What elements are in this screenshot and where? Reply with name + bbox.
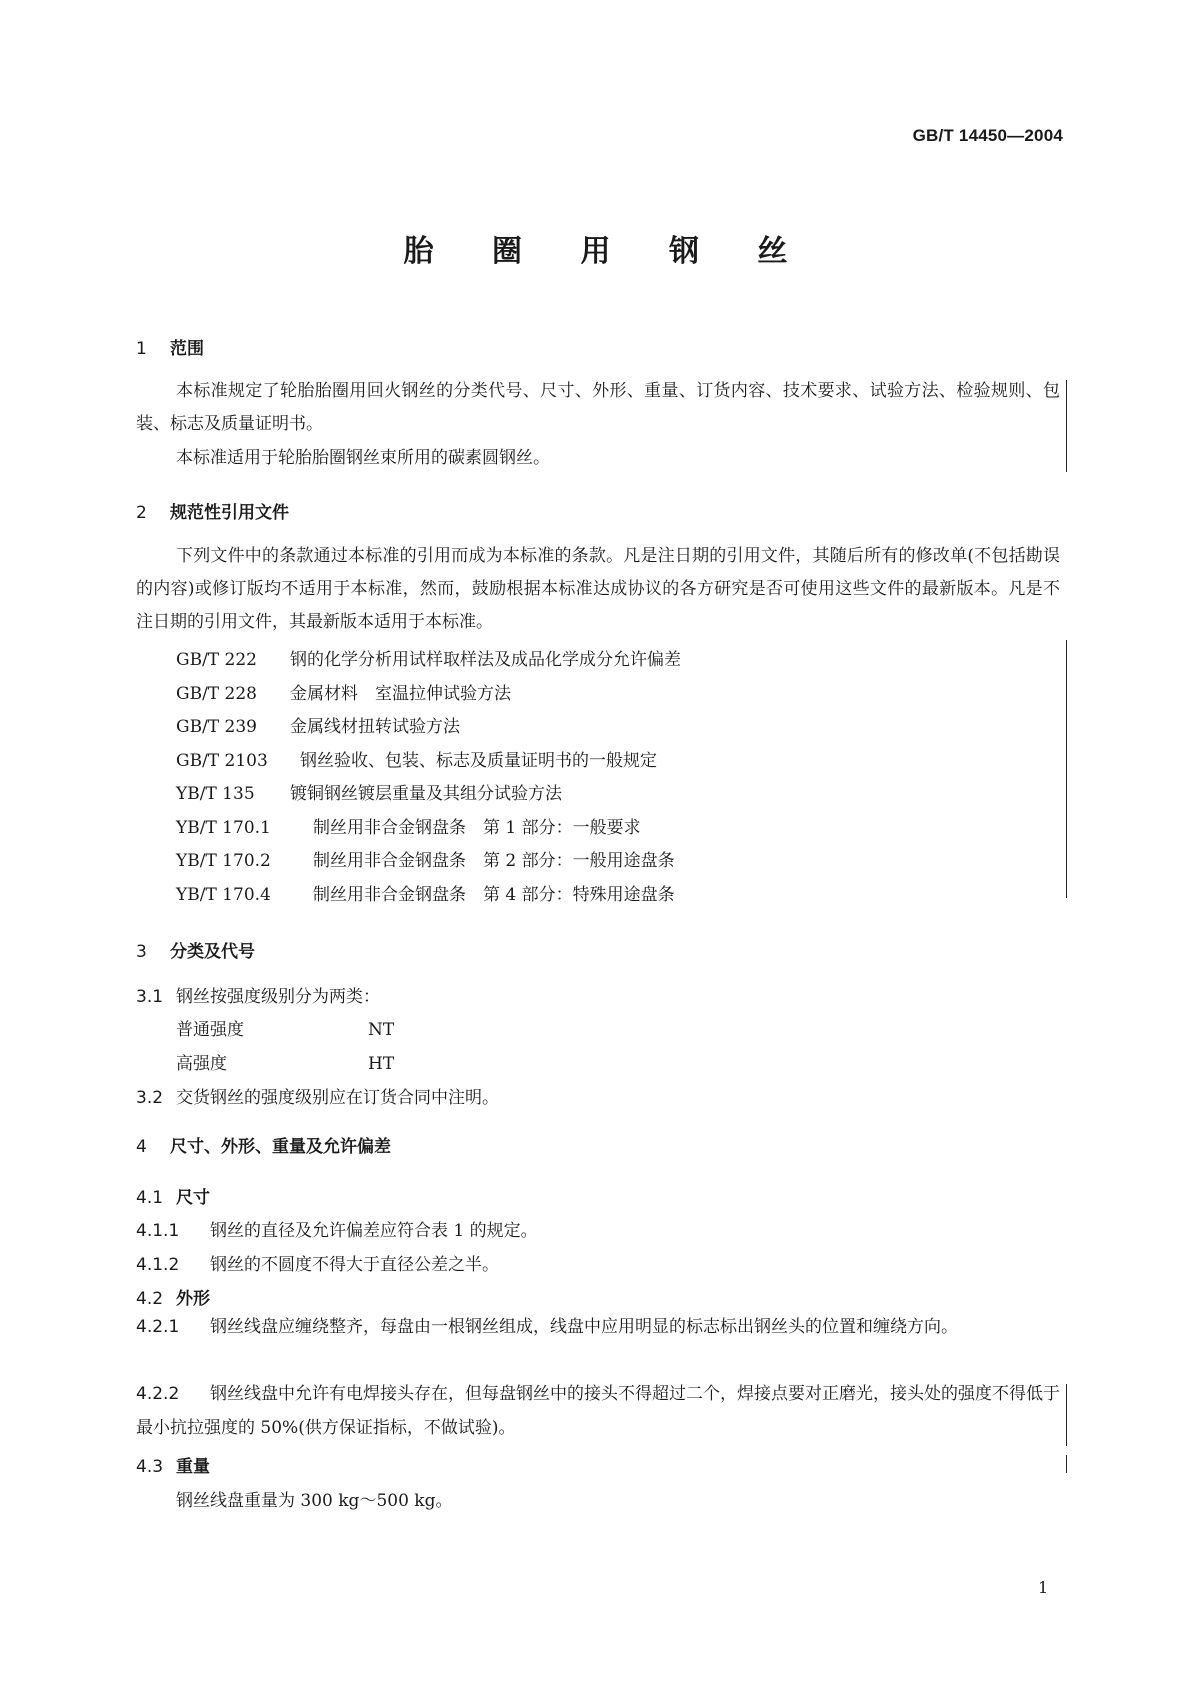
reference-item xyxy=(176,645,681,670)
clause-text: 钢丝的不圆度不得大于直径公差之半。 xyxy=(210,1255,499,1275)
section-title: 范围 xyxy=(170,339,204,359)
reference-item xyxy=(176,679,511,704)
reference-code: GB/T 2103 xyxy=(176,751,268,771)
standard-code: GB/T 14450—2004 xyxy=(912,126,1063,145)
clause-number: 4.2.1 xyxy=(136,1317,180,1337)
clause-3-2 xyxy=(136,1083,499,1108)
section-3-heading xyxy=(136,937,255,962)
class-row xyxy=(176,1015,394,1040)
clause-text: 钢丝按强度级别分为两类： xyxy=(176,987,380,1007)
reference-title: 金属线材扭转试验方法 xyxy=(290,717,460,737)
section-number: 3 xyxy=(136,942,147,962)
clause-text: 钢丝线盘应缠绕整齐，每盘由一根钢丝组成，线盘中应用明显的标志标出钢丝头的位置和缠绕方向。 xyxy=(210,1317,958,1337)
clause-number: 4.1 xyxy=(136,1188,164,1208)
reference-title: 钢的化学分析用试样取样法及成品化学成分允许偏差 xyxy=(290,650,681,670)
reference-title: 镀铜钢丝镀层重量及其组分试验方法 xyxy=(290,784,562,804)
reference-title: 制丝用非合金钢盘条 第 4 部分：特殊用途盘条 xyxy=(313,885,675,905)
section-title: 分类及代号 xyxy=(170,942,255,962)
clause-text: 钢丝的直径及允许偏差应符合表 1 的规定。 xyxy=(210,1221,538,1241)
clause-4-3-heading xyxy=(136,1452,210,1477)
clause-4-1-heading xyxy=(136,1183,210,1208)
reference-item xyxy=(176,880,675,905)
change-bar xyxy=(1066,380,1067,472)
reference-title: 金属材料 室温拉伸试验方法 xyxy=(290,684,511,704)
clause-text: 交货钢丝的强度级别应在订货合同中注明。 xyxy=(176,1088,499,1108)
clause-number: 3.2 xyxy=(136,1088,164,1108)
section-title: 规范性引用文件 xyxy=(170,503,289,523)
clause-title: 尺寸 xyxy=(176,1188,210,1208)
section-1-paragraph-1: 本标准规定了轮胎胎圈用回火钢丝的分类代号、尺寸、外形、重量、订货内容、技术要求、试验方法、检验规则、包装、标志及质量证明书。 xyxy=(136,381,1060,434)
class-code: HT xyxy=(368,1054,395,1074)
section-2-paragraph: 下列文件中的条款通过本标准的引用而成为本标准的条款。凡是注日期的引用文件，其随后所有的修改单(不包括勘误的内容)或修订版均不适用于本标准，然而，鼓励根据本标准达成协议的各方研究是否可使用这些文件的最新版本。凡是不注日期的引用文件，其最新版本适用于本标准。 xyxy=(136,546,1060,632)
clause-4-3-text: 钢丝线盘重量为 300 kg～500 kg。 xyxy=(176,1491,453,1511)
clause-number: 4.3 xyxy=(136,1457,164,1477)
section-number: 4 xyxy=(136,1137,147,1157)
section-1-paragraph-2: 本标准适用于轮胎胎圈钢丝束所用的碳素圆钢丝。 xyxy=(176,448,550,468)
reference-item xyxy=(176,813,641,838)
class-row xyxy=(176,1049,394,1074)
reference-item xyxy=(176,846,675,871)
class-code: NT xyxy=(368,1020,395,1040)
section-number: 1 xyxy=(136,339,147,359)
clause-4-2-heading xyxy=(136,1284,210,1309)
reference-code: YB/T 170.1 xyxy=(176,818,271,838)
class-name: 高强度 xyxy=(176,1054,227,1074)
reference-item xyxy=(176,779,562,804)
reference-code: YB/T 170.4 xyxy=(176,885,271,905)
section-2-heading xyxy=(136,498,289,523)
clause-number: 4.2.2 xyxy=(136,1384,180,1404)
section-number: 2 xyxy=(136,503,147,523)
change-bar xyxy=(1066,640,1067,898)
reference-code: YB/T 170.2 xyxy=(176,851,271,871)
clause-number: 4.1.2 xyxy=(136,1255,180,1275)
section-4-heading xyxy=(136,1132,391,1157)
clause-text: 钢丝线盘中允许有电焊接头存在，但每盘钢丝中的接头不得超过二个，焊接点要对正磨光，接头处的强度不得低于最小抗拉强度的 50%(供方保证指标，不做试验)。 xyxy=(136,1384,1060,1438)
clause-3-1 xyxy=(136,982,380,1007)
change-bar xyxy=(1066,1455,1067,1473)
clause-4-1-2 xyxy=(136,1250,499,1275)
clause-4-2-1 xyxy=(136,1310,1060,1344)
change-bar xyxy=(1066,1384,1067,1446)
clause-number: 4.2 xyxy=(136,1289,164,1309)
clause-4-2-2 xyxy=(136,1377,1060,1445)
reference-code: YB/T 135 xyxy=(176,784,255,804)
section-1-heading xyxy=(136,334,204,359)
document-title: 胎 圈 用 钢 丝 xyxy=(403,234,812,269)
reference-title: 钢丝验收、包装、标志及质量证明书的一般规定 xyxy=(300,751,657,771)
page-number: 1 xyxy=(1038,1578,1049,1597)
clause-number: 3.1 xyxy=(136,987,164,1007)
reference-code: GB/T 239 xyxy=(176,717,257,737)
clause-number: 4.1.1 xyxy=(136,1221,180,1241)
reference-item xyxy=(176,746,657,771)
class-name: 普通强度 xyxy=(176,1020,244,1040)
clause-title: 重量 xyxy=(176,1457,210,1477)
reference-code: GB/T 228 xyxy=(176,684,257,704)
section-title: 尺寸、外形、重量及允许偏差 xyxy=(170,1137,391,1157)
reference-code: GB/T 222 xyxy=(176,650,257,670)
clause-title: 外形 xyxy=(176,1289,210,1309)
reference-item xyxy=(176,712,460,737)
clause-4-1-1 xyxy=(136,1216,538,1241)
reference-title: 制丝用非合金钢盘条 第 1 部分：一般要求 xyxy=(313,818,641,838)
reference-title: 制丝用非合金钢盘条 第 2 部分：一般用途盘条 xyxy=(313,851,675,871)
